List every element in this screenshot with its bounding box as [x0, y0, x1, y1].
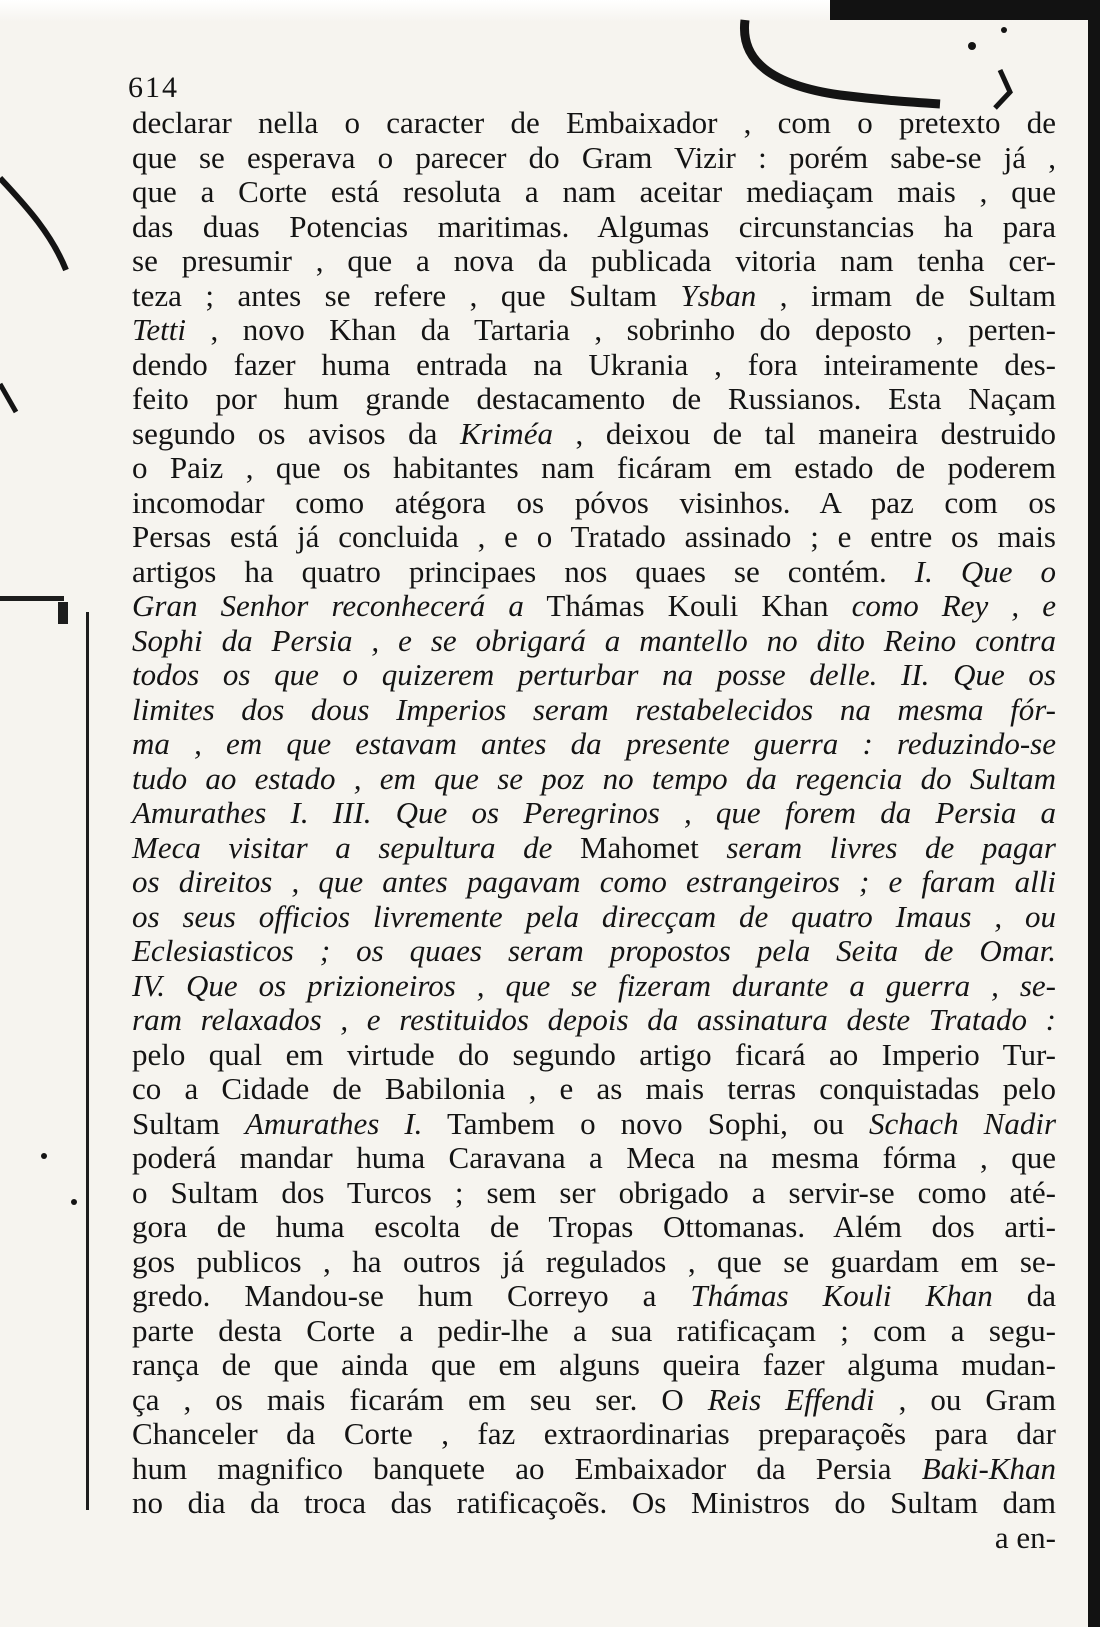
text-segment: o Sultam dos Turcos ; sem ser obrigado a servir-se como até- — [132, 1174, 1056, 1210]
text-line — [132, 1176, 1056, 1211]
text-line — [132, 555, 1056, 590]
text-segment: se presumir , que a nova da publicada vitoria nam tenha cer- — [132, 243, 1056, 278]
text-line — [132, 1107, 1056, 1142]
left-dot-2 — [71, 1199, 77, 1205]
text-line — [132, 175, 1056, 210]
italic-text: como Rey , e — [851, 588, 1056, 623]
text-line — [132, 1279, 1056, 1314]
italic-text: Reis Effendi — [707, 1381, 875, 1417]
text-segment: , novo Khan da Tartaria , sobrinho do deposto , perten- — [186, 312, 1056, 347]
text-line — [132, 244, 1056, 279]
left-dot — [41, 1153, 47, 1159]
text-line — [132, 1452, 1056, 1487]
text-segment: que se esperava o parecer do Gram Vizir : porém sabe-se já , — [132, 139, 1056, 175]
text-line — [132, 417, 1056, 452]
text-segment: poderá mandar huma Caravana a Meca na mesma fórma , que — [132, 1140, 1056, 1175]
text-segment: rança de que ainda que em alguns queira fazer alguma mudan- — [132, 1347, 1056, 1382]
italic-text: Baki-Khan — [921, 1450, 1056, 1486]
text-line — [132, 1486, 1056, 1521]
text-segment: Sultam — [132, 1105, 245, 1141]
italic-text: IV. Que os prizioneiros , que se fizeram durante a guerra , se- — [132, 967, 1056, 1003]
text-line — [132, 969, 1056, 1004]
text-segment: , ou Gram — [874, 1381, 1056, 1417]
text-segment: hum magnifico banquete ao Embaixador da Persia — [132, 1450, 922, 1486]
left-curve — [0, 178, 66, 270]
text-segment: Tambem o novo Sophi, ou — [422, 1105, 870, 1141]
text-line — [132, 589, 1056, 624]
italic-text: Tetti — [132, 312, 186, 347]
italic-text: Gran Senhor reconhecerá a — [132, 588, 524, 623]
body-text — [132, 106, 1056, 1555]
top-right-curl — [744, 20, 940, 104]
left-tick-top — [0, 384, 16, 412]
page-number: 614 — [128, 71, 179, 104]
text-segment: gos publicos , ha outros já regulados , que se guardam em se- — [132, 1243, 1056, 1279]
text-segment: a en- — [994, 1519, 1056, 1555]
italic-text: tudo ao estado , em que se poz no tempo da regencia do Sultam — [132, 760, 1056, 796]
text-segment: Mahomet — [552, 829, 727, 865]
text-line — [132, 934, 1056, 969]
text-line — [132, 279, 1056, 314]
text-segment: declarar nella o caracter de Embaixador , com o pretexto de — [132, 105, 1056, 140]
italic-text: Kriméa — [459, 415, 553, 451]
text-segment: no dia da troca das ratificaçoẽs. Os Ministros do Sultam dam — [132, 1485, 1056, 1520]
italic-text: seram livres de pagar — [726, 829, 1056, 865]
text-segment: feito por hum grande destacamento de Russianos. Esta Naçam — [132, 381, 1056, 416]
text-segment: o Paiz , que os habitantes nam ficáram em estado de poderem — [132, 450, 1056, 485]
text-line — [132, 624, 1056, 659]
italic-text: Ysban — [680, 277, 757, 313]
text-line — [132, 106, 1056, 141]
text-line — [132, 1348, 1056, 1383]
text-line — [132, 1003, 1056, 1038]
text-line — [132, 1038, 1056, 1073]
text-segment: das duas Potencias maritimas. Algumas circunstancias ha para — [132, 208, 1056, 244]
text-line — [132, 1521, 1056, 1556]
text-line — [132, 313, 1056, 348]
text-segment: co a Cidade de Babilonia , e as mais terras conquistadas pelo — [132, 1071, 1056, 1106]
italic-text: Amurathes I. III. Que os Peregrinos , que forem da Persia a — [132, 795, 1056, 830]
text-line — [132, 1072, 1056, 1107]
text-segment: teza ; antes se refere , que Sultam — [132, 277, 681, 313]
text-line — [132, 348, 1056, 383]
text-segment: incomodar como atégora os póvos visinhos. A paz com os — [132, 484, 1056, 520]
text-line — [132, 900, 1056, 935]
text-line — [132, 693, 1056, 728]
text-segment: artigos ha quatro principaes nos quaes se contém. — [132, 553, 915, 589]
text-line — [132, 1210, 1056, 1245]
text-segment: segundo os avisos da — [132, 415, 460, 451]
italic-text: ma , em que estavam antes da presente guerra : reduzindo-se — [132, 726, 1056, 761]
italic-text: os direitos , que antes pagavam como estrangeiros ; e faram alli — [132, 864, 1056, 899]
text-segment: , irmam de Sultam — [756, 277, 1056, 313]
text-line — [132, 520, 1056, 555]
text-line — [132, 486, 1056, 521]
text-segment: gora de huma escolta de Tropas Ottomanas. Além dos arti- — [132, 1209, 1056, 1244]
italic-text: todos os que o quizerem perturbar na posse delle. II. Que os — [132, 657, 1056, 692]
italic-text: Amurathes I. — [244, 1105, 423, 1141]
italic-text: ram relaxados , e restituidos depois da assinatura deste Tratado : — [132, 1002, 1056, 1037]
top-right-blot — [995, 70, 1010, 108]
text-segment: que a Corte está resoluta a nam aceitar mediaçam mais , que — [132, 174, 1056, 209]
text-line — [132, 1245, 1056, 1280]
italic-text: Eclesiasticos ; os quaes seram propostos pela Seita de Omar. — [132, 933, 1056, 968]
text-line — [132, 451, 1056, 486]
text-segment: Thámas Kouli Khan — [523, 588, 852, 623]
text-line — [132, 796, 1056, 831]
text-segment: gredo. Mandou-se hum Correyo a — [132, 1278, 691, 1313]
italic-text: Thámas Kouli Khan — [690, 1278, 993, 1313]
text-segment: pelo qual em virtude do segundo artigo ficará ao Imperio Tur- — [132, 1036, 1056, 1072]
text-line — [132, 831, 1056, 866]
text-line — [132, 762, 1056, 797]
text-line — [132, 1314, 1056, 1349]
text-segment: Chanceler da Corte , faz extraordinarias preparaçoẽs para dar — [132, 1416, 1056, 1451]
text-line — [132, 210, 1056, 245]
top-right-dot-2 — [1001, 27, 1007, 33]
italic-text: I. Que o — [914, 553, 1056, 589]
text-line — [132, 141, 1056, 176]
italic-text: limites dos dous Imperios seram restabelecidos na mesma fór- — [132, 691, 1056, 727]
text-segment: Persas está já concluida , e o Tratado assinado ; e entre os mais — [132, 519, 1056, 554]
text-line — [132, 382, 1056, 417]
italic-text: Meca visitar a sepultura de — [132, 829, 553, 865]
text-line — [132, 865, 1056, 900]
text-segment: , deixou de tal maneira destruido — [552, 415, 1056, 451]
text-line — [132, 1417, 1056, 1452]
text-segment: dendo fazer huma entrada na Ukrania , fora inteiramente des- — [132, 346, 1056, 382]
text-line — [132, 1383, 1056, 1418]
text-line — [132, 727, 1056, 762]
text-line — [132, 1141, 1056, 1176]
top-right-dot — [968, 42, 976, 50]
text-segment: parte desta Corte a pedir-lhe a sua ratificaçam ; com a segu- — [132, 1312, 1056, 1348]
text-segment: da — [992, 1278, 1056, 1313]
italic-text: Schach Nadir — [869, 1105, 1057, 1141]
text-line — [132, 658, 1056, 693]
italic-text: Sophi da Persia , e se obrigará a mantello no dito Reino contra — [132, 622, 1056, 658]
text-segment: ça , os mais ficarám em seu ser. O — [132, 1381, 708, 1417]
italic-text: os seus officios livremente pela direcçam de quatro Imaus , ou — [132, 898, 1056, 934]
